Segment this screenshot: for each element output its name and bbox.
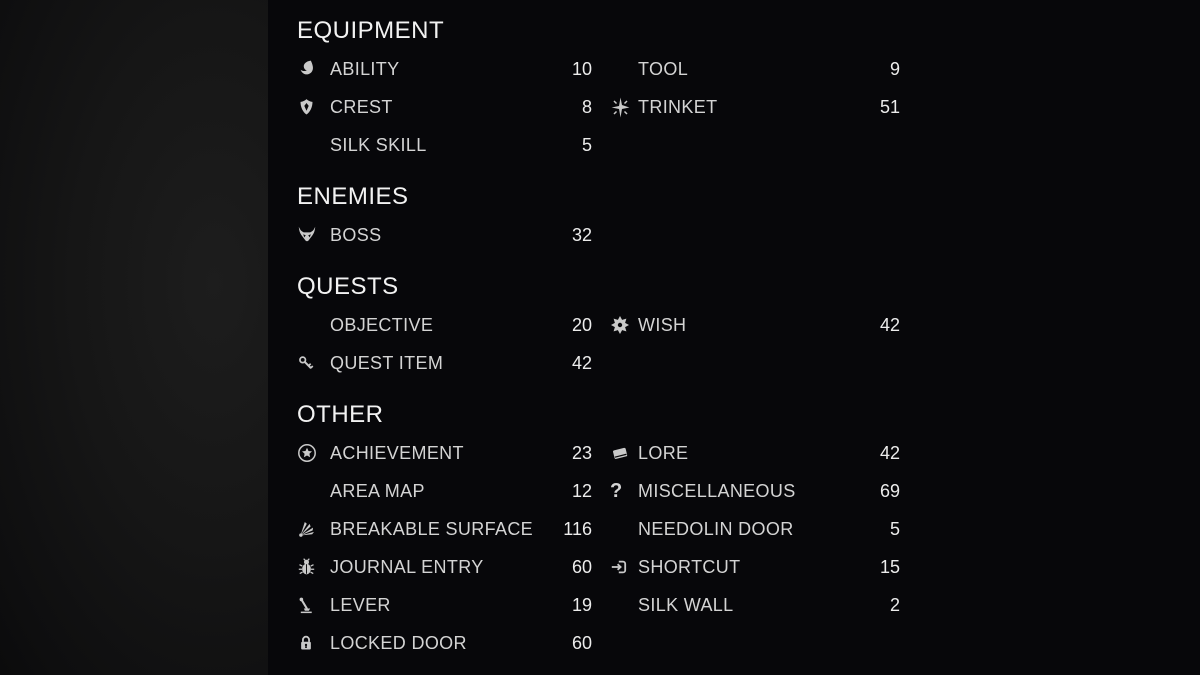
category-count: 60 bbox=[571, 556, 592, 577]
category-count: 42 bbox=[879, 442, 900, 463]
category-item-objective[interactable] bbox=[297, 306, 592, 344]
legend-row bbox=[268, 50, 1200, 88]
category-label: WISH bbox=[638, 314, 687, 335]
category-label: LEVER bbox=[330, 594, 391, 615]
legend-row bbox=[268, 216, 1200, 254]
section-other bbox=[268, 396, 1200, 662]
section-equipment bbox=[268, 12, 1200, 164]
category-item-ability[interactable] bbox=[297, 50, 592, 88]
category-label: SHORTCUT bbox=[638, 556, 741, 577]
question-mark-icon: ? bbox=[610, 480, 623, 502]
category-count: 60 bbox=[571, 632, 592, 653]
journal-bug-icon bbox=[297, 558, 330, 577]
category-count: 5 bbox=[889, 518, 900, 539]
section-quests bbox=[268, 268, 1200, 382]
category-item-silk-skill[interactable] bbox=[297, 126, 592, 164]
achievement-star-icon bbox=[297, 443, 330, 463]
category-label: ABILITY bbox=[330, 58, 400, 79]
legend-row bbox=[268, 306, 1200, 344]
trinket-icon bbox=[610, 97, 638, 118]
category-label: MISCELLANEOUS bbox=[638, 480, 796, 501]
category-label: BREAKABLE SURFACE bbox=[330, 518, 534, 539]
category-label: TOOL bbox=[638, 58, 689, 79]
background-blur-left bbox=[0, 0, 268, 675]
category-label: ACHIEVEMENT bbox=[330, 442, 464, 463]
category-item-locked-door[interactable] bbox=[297, 624, 592, 662]
quest-item-key-icon bbox=[297, 354, 330, 373]
category-item-crest[interactable] bbox=[297, 88, 592, 126]
category-count: 20 bbox=[571, 314, 592, 335]
legend-row bbox=[268, 434, 1200, 472]
category-count: 8 bbox=[581, 96, 592, 117]
category-item-lore[interactable] bbox=[610, 434, 900, 472]
category-count: 116 bbox=[563, 518, 592, 539]
legend-row bbox=[268, 344, 1200, 382]
locked-door-icon bbox=[297, 634, 330, 652]
category-item-boss[interactable] bbox=[297, 216, 592, 254]
legend-row bbox=[268, 510, 1200, 548]
category-label: AREA MAP bbox=[330, 480, 425, 501]
category-item-silk-wall[interactable] bbox=[610, 586, 900, 624]
category-item-journal-entry[interactable] bbox=[297, 548, 592, 586]
boss-mask-icon bbox=[297, 225, 330, 245]
legend-row bbox=[268, 624, 1200, 662]
legend-panel bbox=[268, 0, 1200, 675]
breakable-surface-icon bbox=[297, 519, 330, 539]
category-item-quest-item[interactable] bbox=[297, 344, 592, 382]
category-item-trinket[interactable] bbox=[610, 88, 900, 126]
lore-book-icon bbox=[610, 443, 638, 463]
category-label: BOSS bbox=[330, 224, 382, 245]
ability-icon bbox=[297, 59, 330, 79]
category-item-shortcut[interactable] bbox=[610, 548, 900, 586]
category-item-wish[interactable] bbox=[610, 306, 900, 344]
category-label: SILK SKILL bbox=[330, 134, 427, 155]
section-title-enemies: ENEMIES bbox=[297, 183, 409, 210]
category-label: NEEDOLIN DOOR bbox=[638, 518, 794, 539]
category-count: 42 bbox=[879, 314, 900, 335]
category-count: 69 bbox=[879, 480, 900, 501]
category-count: 15 bbox=[879, 556, 900, 577]
category-item-achievement[interactable] bbox=[297, 434, 592, 472]
category-item-area-map[interactable] bbox=[297, 472, 592, 510]
category-count: 5 bbox=[581, 134, 592, 155]
category-label: OBJECTIVE bbox=[330, 314, 434, 335]
category-count: 32 bbox=[571, 224, 592, 245]
category-item-miscellaneous[interactable] bbox=[610, 472, 900, 510]
category-label: QUEST ITEM bbox=[330, 352, 444, 373]
shortcut-arrow-icon bbox=[610, 557, 638, 577]
section-title-other: OTHER bbox=[297, 401, 384, 428]
category-count: 9 bbox=[889, 58, 900, 79]
crest-icon bbox=[297, 98, 330, 117]
category-label: JOURNAL ENTRY bbox=[330, 556, 484, 577]
category-item-tool[interactable] bbox=[610, 50, 900, 88]
category-label: LOCKED DOOR bbox=[330, 632, 467, 653]
legend-row bbox=[268, 88, 1200, 126]
lever-icon bbox=[297, 596, 330, 615]
category-count: 42 bbox=[571, 352, 592, 373]
category-label: SILK WALL bbox=[638, 594, 734, 615]
category-label: TRINKET bbox=[638, 96, 718, 117]
legend-row bbox=[268, 548, 1200, 586]
legend-row bbox=[268, 472, 1200, 510]
category-count: 12 bbox=[571, 480, 592, 501]
legend-row bbox=[268, 126, 1200, 164]
category-item-breakable-surface[interactable] bbox=[297, 510, 592, 548]
category-count: 2 bbox=[889, 594, 900, 615]
category-label: CREST bbox=[330, 96, 393, 117]
legend-row bbox=[268, 586, 1200, 624]
category-count: 23 bbox=[571, 442, 592, 463]
category-label: LORE bbox=[638, 442, 689, 463]
category-count: 19 bbox=[571, 594, 592, 615]
category-count: 10 bbox=[571, 58, 592, 79]
section-title-quests: QUESTS bbox=[297, 273, 399, 300]
category-item-lever[interactable] bbox=[297, 586, 592, 624]
section-title-equipment: EQUIPMENT bbox=[297, 17, 445, 44]
wish-icon bbox=[610, 315, 638, 335]
category-count: 51 bbox=[879, 96, 900, 117]
category-item-needolin-door[interactable] bbox=[610, 510, 900, 548]
section-enemies bbox=[268, 178, 1200, 254]
